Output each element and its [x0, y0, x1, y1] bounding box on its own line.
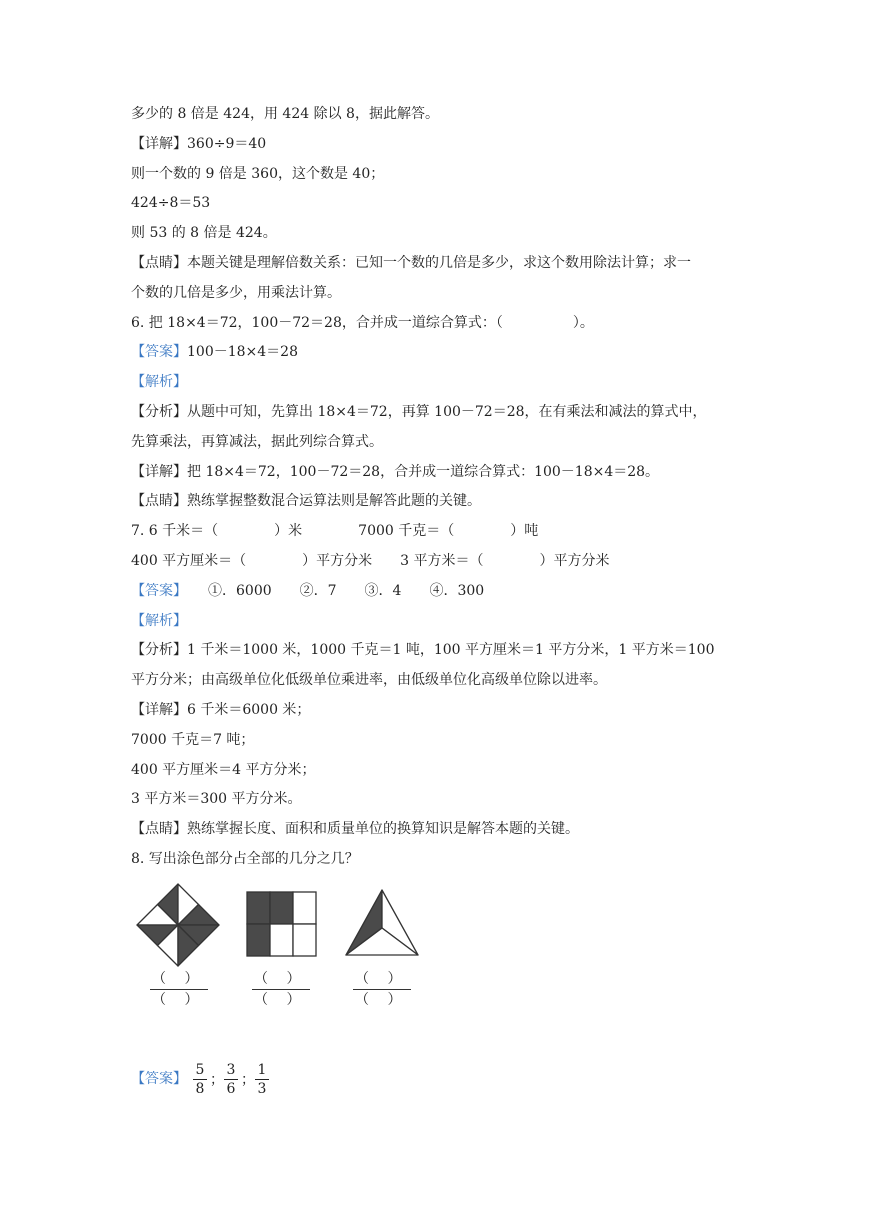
text-line: [131, 223, 277, 243]
line-text: 先算乘法，再算减法，据此列综合算式。: [131, 434, 383, 450]
text-line: [131, 730, 254, 750]
section-tag: 【点睛】: [131, 255, 187, 271]
fraction-bar: [353, 989, 411, 990]
section-tag: 【详解】: [131, 702, 187, 718]
grid-cell: [270, 892, 293, 924]
text-line: [131, 670, 607, 690]
tagged-line: [131, 700, 310, 720]
fraction-bar: [252, 989, 310, 990]
line-text: 7. 6 千米＝（ ）米 7000 千克＝（ ）吨: [131, 523, 539, 539]
figure-triangle: [344, 888, 420, 958]
grid-cell: [247, 892, 270, 924]
line-text: 8. 写出涂色部分占全部的几分之几？: [131, 851, 359, 867]
answer-fraction-1: 5 8: [192, 1061, 208, 1098]
section-tag: 【分析】: [131, 642, 187, 658]
text-line: [131, 521, 538, 541]
tagged-line: [131, 372, 187, 392]
text-line: [131, 789, 302, 809]
section-tag: 【解析】: [131, 374, 187, 390]
line-text: 则 53 的 8 倍是 424。: [131, 225, 277, 241]
line-text: 本题关键是理解倍数关系：已知一个数的几倍是多少，求这个数用除法计算；求一: [187, 255, 691, 271]
line-text: 从题中可知，先算出 18×4＝72，再算 100－72＝28，在有乘法和减法的算式中，: [187, 404, 707, 420]
fraction-bar: [150, 989, 208, 990]
line-text: 1 千米＝1000 米，1000 千克＝1 吨，100 平方厘米＝1 平方分米，1 平方米＝100: [187, 642, 715, 658]
tagged-line: [131, 342, 298, 362]
text-line: [131, 193, 210, 213]
line-text: 把 18×4＝72，100－72＝28，合并成一道综合算式：100－18×4＝28。: [187, 464, 660, 480]
text-line: [131, 760, 316, 780]
line-text: 多少的 8 倍是 424，用 424 除以 8，据此解答。: [131, 106, 439, 122]
tagged-line: [131, 491, 481, 511]
tagged-line: [131, 253, 691, 273]
line-text: 100－18×4＝28: [187, 344, 298, 360]
grid-cell: [270, 924, 293, 956]
answer-fraction-2: 3 6: [223, 1061, 239, 1098]
separator: ；: [241, 1072, 255, 1088]
figure-grid: [246, 891, 318, 957]
grid-cell: [247, 924, 270, 956]
text-line: [131, 164, 384, 184]
section-tag: 【解析】: [131, 613, 187, 629]
answer-fraction-3: 1 3: [254, 1061, 270, 1098]
line-text: 6. 把 18×4＝72，100－72＝28，合并成一道综合算式：（ ）。: [131, 315, 594, 331]
text-line: [131, 313, 594, 333]
tagged-line: [131, 640, 714, 660]
tagged-line: [131, 462, 659, 482]
line-text: ①．6000 ②．7 ③．4 ④．300: [180, 583, 485, 599]
section-tag: 【点睛】: [131, 821, 187, 837]
grid-cell: [293, 892, 316, 924]
line-text: 则一个数的 9 倍是 360，这个数是 40；: [131, 166, 385, 182]
text-line: [131, 551, 610, 571]
line-text: 3 平方米＝300 平方分米。: [131, 791, 302, 807]
tagged-line: [131, 402, 707, 422]
line-text: 424÷8＝53: [131, 195, 211, 211]
tagged-line: [131, 819, 579, 839]
grid-cell: [293, 924, 316, 956]
line-text: 360÷9＝40: [187, 136, 267, 152]
line-text: 平方分米；由高级单位化低级单位乘进率，由低级单位化高级单位除以进率。: [131, 672, 607, 688]
section-tag: 【答案】: [131, 344, 187, 360]
line-text: 熟练掌握长度、面积和质量单位的换算知识是解答本题的关键。: [187, 821, 579, 837]
text-line: [131, 283, 341, 303]
section-tag: 【点睛】: [131, 493, 187, 509]
section-tag: 【答案】: [131, 583, 180, 599]
line-text: 7000 千克＝7 吨；: [131, 732, 255, 748]
tagged-line: [131, 611, 187, 631]
tagged-line: [131, 581, 484, 601]
figure-diamond: [135, 882, 221, 968]
line-text: 6 千米＝6000 米；: [187, 702, 311, 718]
separator: ；: [210, 1072, 224, 1088]
tagged-line: [131, 134, 266, 154]
line-text: 400 平方厘米＝4 平方分米；: [131, 762, 316, 778]
answer-tag: 【答案】: [131, 1071, 187, 1087]
line-text: 400 平方厘米＝（ ）平方分米 3 平方米＝（ ）平方分米: [131, 553, 610, 569]
section-tag: 【分析】: [131, 404, 187, 420]
text-line: [131, 104, 439, 124]
section-tag: 【详解】: [131, 136, 187, 152]
line-text: 个数的几倍是多少，用乘法计算。: [131, 285, 341, 301]
text-line: [131, 432, 383, 452]
line-text: 熟练掌握整数混合运算法则是解答此题的关键。: [187, 493, 481, 509]
text-line: [131, 849, 359, 869]
section-tag: 【详解】: [131, 464, 187, 480]
